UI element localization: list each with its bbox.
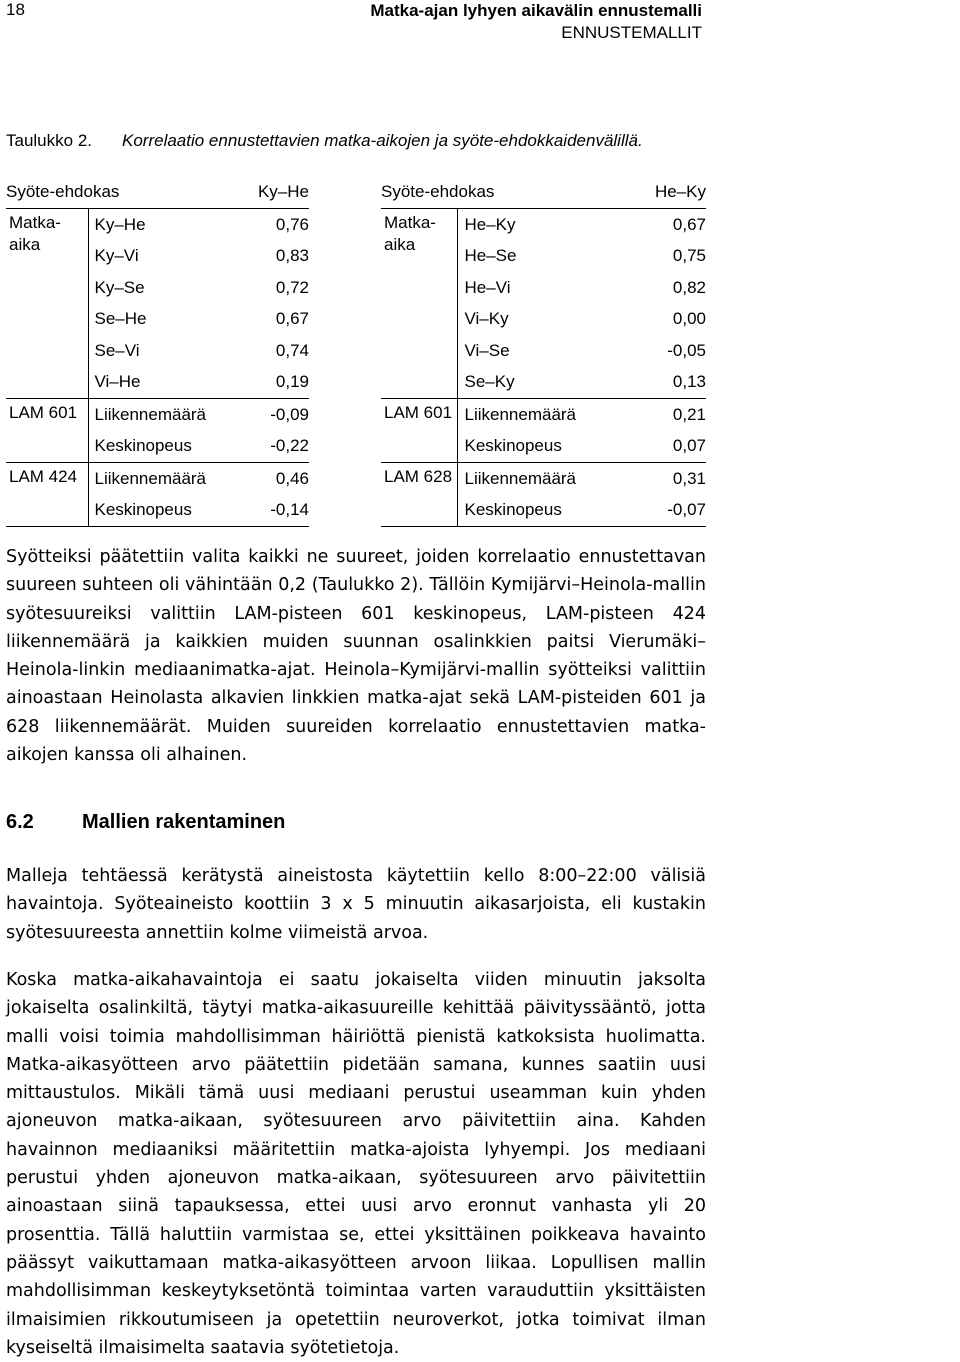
- row-name: Keskinopeus: [457, 430, 637, 462]
- section-number: 6.2: [6, 811, 34, 833]
- row-name: Liikennemäärä: [464, 404, 577, 424]
- table-header-target: He–Ky: [637, 176, 706, 208]
- row-value: -0,05: [667, 340, 706, 360]
- paragraph-input-selection: Syötteiksi päätettiin valita kaikki ne suureet, joiden korrelaatio ennustettavan suureen suhteen oli vähintään 0,2 (Taulukko 2). Tällöin Kymijärvi–Heinola-mallin syötesuureiksi valittiin LAM-pisteen 601 keskinopeus, LAM-pisteen 424 liikennemäärä ja kaikkien muiden suunnan osalinkkien paitsi Vierumäki–Heinola-linkin mediaanimatka-ajat. Heinola–Kymijärvi-mallin syötteiksi valittiin ainoastaan Heinolasta alkavien linkkien matka-ajat sekä LAM-pisteiden 601 ja 628 liikennemäärät. Muiden suureiden korrelaatio ennustettavien matka-aikojen kanssa oli alhainen.: [6, 547, 706, 766]
- row-value: 0,74: [275, 340, 309, 360]
- table-header-candidate: Syöte-ehdokas: [6, 176, 253, 208]
- row-name: Keskinopeus: [457, 494, 637, 526]
- row-name: He–Ky: [464, 214, 516, 234]
- row-value: 0,46: [275, 468, 309, 488]
- table-header-candidate: Syöte-ehdokas: [381, 176, 637, 208]
- running-header: [370, 0, 702, 44]
- row-name: Ky–Se: [94, 277, 145, 297]
- row-name: Keskinopeus: [88, 430, 253, 462]
- row-value: 0,07: [637, 430, 706, 462]
- group-label: Matka-aika: [381, 208, 457, 398]
- row-value: 0,83: [275, 246, 309, 265]
- row-name: Vi–He: [88, 366, 253, 398]
- row-value: -0,22: [253, 430, 309, 462]
- row-name: Liikennemäärä: [464, 468, 577, 488]
- row-value: 0,67: [672, 214, 706, 234]
- row-value: 0,76: [275, 214, 309, 234]
- row-value: 0,31: [672, 468, 706, 488]
- row-name: Se–Vi: [94, 340, 140, 360]
- row-name: Liikennemäärä: [94, 404, 207, 424]
- row-name: Vi–Ky: [464, 309, 509, 328]
- paragraph-update-rule: Koska matka-aikahavaintoja ei saatu jokaiselta viiden minuutin jaksolta jokaiselta osalinkiltä, täytyi matka-aikasuureille kehittää päivityssääntö, jotta malli voisi toimia mahdollisimman häiriöttä pienistä katkoksista huolimatta. Matka-aikasyötteen arvo päätettiin pidetään samana, kunnes saatiin uusi mittaustulos. Mikäli tämä uusi mediaani perustui useamman kuin yhden ajoneuvon matka-aikaan, syötesuureen arvo päivitettiin aina. Kahden havainnon mediaaniksi määritettiin matka-ajoista lyhyempi. Jos mediaani perustui yhden ajoneuvon matka-aikaan, syötesuureen arvo päivitettiin ainoastaan siinä tapauksessa, ettei uusi arvo eronnut vanhasta yli 20 prosenttia. Tällä haluttiin varmistaa se, ettei yksittäinen poikkeava havainto päässyt vaikuttamaan matka-aikasyötteen arvoon liikaa. Lopullisen mallin mahdollisimman keskeytyksetöntä toimintaa varten varauduttiin yksittäisten ilmaisimien rikkoutumiseen ja opetettiin neuroverkot, jotka toimivat ilman kyseiseltä ilmaisimelta saatavia syötetietoja.: [6, 970, 706, 1358]
- group-label: LAM 601: [381, 398, 457, 462]
- row-value: 0,19: [253, 366, 309, 398]
- row-value: 0,67: [275, 309, 309, 328]
- row-name: He–Se: [464, 246, 517, 265]
- row-name: Se–He: [94, 309, 147, 328]
- row-value: 0,00: [672, 309, 706, 328]
- row-name: Liikennemäärä: [94, 468, 207, 488]
- running-header-title: Matka-ajan lyhyen aikavälin ennustemalli: [370, 1, 702, 20]
- row-value: 0,82: [672, 277, 706, 297]
- row-value: -0,07: [637, 494, 706, 526]
- table-caption: [6, 131, 643, 151]
- table-caption-text: Korrelaatio ennustettavien matka-aikojen ja syöte-ehdokkaidenvälillä.: [122, 131, 643, 150]
- table-caption-label: Taulukko 2.: [6, 131, 92, 150]
- row-value: -0,09: [270, 404, 309, 424]
- group-label: LAM 628: [381, 462, 457, 526]
- correlation-table-ky-he: [6, 176, 309, 527]
- section-title: Mallien rakentaminen: [82, 811, 286, 833]
- group-label: Matka-aika: [6, 208, 88, 398]
- page-number: 18: [6, 0, 25, 19]
- row-value: 0,75: [672, 246, 706, 265]
- row-name: Ky–Vi: [94, 246, 139, 265]
- paragraph-data-collection: Malleja tehtäessä kerätystä aineistosta käytettiin kello 8:00–22:00 välisiä havaintoja. Syöteaineisto koottiin 3 x 5 minuutin aikasarjoista, eli kustakin syötesuureesta annettiin kolme viimeistä arvoa.: [6, 866, 706, 943]
- section-heading: [6, 811, 285, 834]
- group-label: LAM 424: [6, 462, 88, 526]
- row-value: -0,14: [253, 494, 309, 526]
- row-name: Keskinopeus: [88, 494, 253, 526]
- row-name: Ky–He: [94, 214, 146, 234]
- group-label: LAM 601: [6, 398, 88, 462]
- row-value: 0,72: [275, 277, 309, 297]
- correlation-table-he-ky: [381, 176, 706, 527]
- row-name: Vi–Se: [464, 340, 510, 360]
- running-header-section: ENNUSTEMALLIT: [561, 23, 702, 42]
- row-name: He–Vi: [464, 277, 511, 297]
- row-name: Se–Ky: [457, 366, 637, 398]
- table-header-target: Ky–He: [253, 176, 309, 208]
- row-value: 0,13: [637, 366, 706, 398]
- row-value: 0,21: [672, 404, 706, 424]
